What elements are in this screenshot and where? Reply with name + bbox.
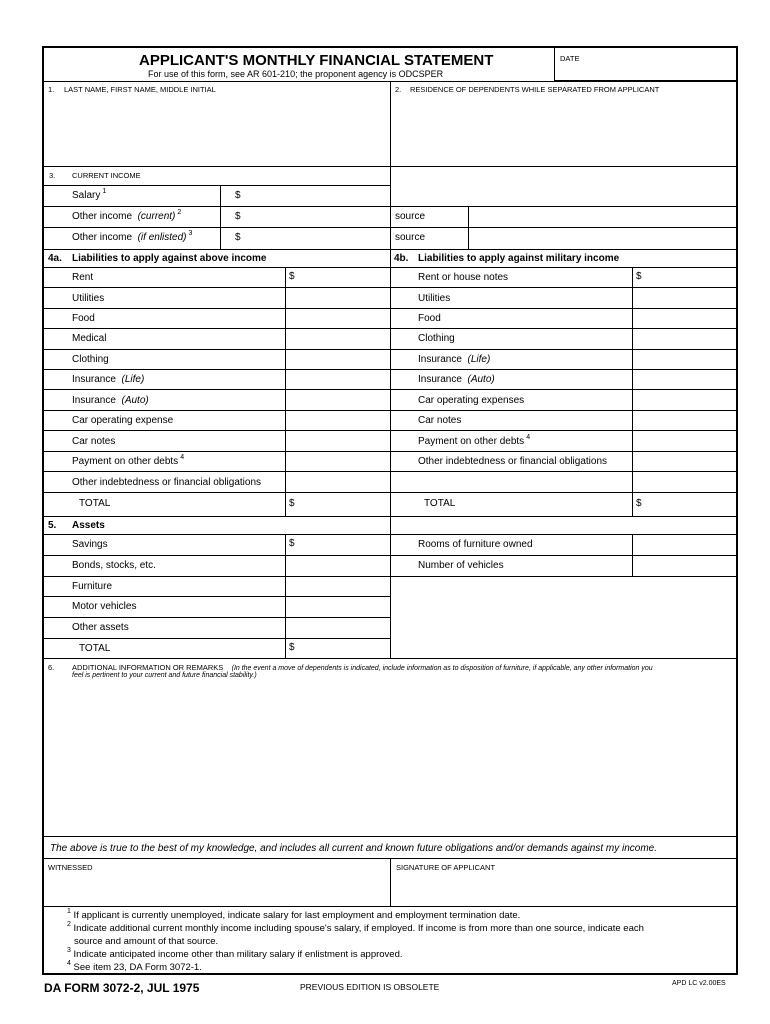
- liability-4b-car-operating: Car operating expenses: [418, 395, 525, 406]
- section5-total-dollar: $: [289, 642, 295, 653]
- other-income-enlisted-dollar: $: [235, 232, 241, 243]
- liability-4a-other-obligations: Other indebtedness or financial obligations: [72, 477, 262, 488]
- number-of-vehicles-label: Number of vehicles: [418, 560, 504, 571]
- section4b-amount-divider: [632, 267, 633, 516]
- liability-4b-clothing: Clothing: [418, 333, 455, 344]
- section4-top-line: [44, 249, 738, 250]
- liability-4b-utilities: Utilities: [418, 293, 451, 304]
- footnote-4: $^4$ See item 23, DA Form 3072-1.: [67, 960, 202, 973]
- liability-4a-car-notes: Car notes: [72, 436, 116, 447]
- other-income-current-dollar: $: [235, 211, 241, 222]
- remarks-instruction: feel is pertinent to your current and future financial stability.): [72, 672, 257, 679]
- liability-4a-other-debts: Payment on other debts $^4$: [72, 454, 185, 467]
- version-label: APD LC v2.00ES: [672, 980, 726, 987]
- asset-motor-vehicles: Motor vehicles: [72, 601, 137, 612]
- section4b-total-field[interactable]: [644, 493, 736, 515]
- section1-number: 1.: [48, 85, 55, 94]
- residence-field[interactable]: [392, 96, 736, 164]
- residence-field-label: RESIDENCE OF DEPENDENTS WHILE SEPARATED FROM APPLICANT: [410, 85, 660, 94]
- edition-notice: PREVIOUS EDITION IS OBSOLETE: [300, 982, 440, 992]
- rooms-of-furniture-label: Rooms of furniture owned: [418, 539, 533, 550]
- liability-4a-insurance-auto: Insurance (Auto): [72, 395, 149, 406]
- date-label: DATE: [560, 54, 580, 63]
- asset-savings: Savings: [72, 539, 108, 550]
- other-income-enlisted-field[interactable]: [244, 228, 388, 247]
- footnotes-top-line: [44, 906, 738, 907]
- other-income-current-label: Other income (current) $^2$: [72, 209, 182, 222]
- financial-statement-form: [42, 46, 738, 975]
- liability-4a-medical: Medical: [72, 333, 107, 344]
- liability-4b-food: Food: [418, 313, 441, 324]
- liability-4b-insurance-life: Insurance (Life): [418, 354, 491, 365]
- header-bottom-line: [44, 81, 738, 82]
- section5-top-line: [44, 516, 738, 517]
- liability-4a-clothing: Clothing: [72, 354, 109, 365]
- form-id: DA FORM 3072-2, JUL 1975: [44, 981, 200, 995]
- section5-title: Assets: [72, 520, 105, 531]
- section4a-dollar-sign: $: [289, 271, 295, 282]
- section4a-number: 4a.: [48, 253, 62, 264]
- liability-4a-rent: Rent: [72, 272, 94, 283]
- section5-right-amount-divider: [632, 534, 633, 576]
- liability-4b-insurance-auto: Insurance (Auto): [418, 374, 495, 385]
- liability-4b-car-notes: Car notes: [418, 415, 462, 426]
- section3-source-divider: [468, 206, 469, 249]
- section3-number: 3.: [49, 171, 56, 180]
- salary-field[interactable]: [244, 186, 388, 205]
- witnessed-field[interactable]: [46, 873, 388, 905]
- liability-4a-insurance-life: Insurance (Life): [72, 374, 145, 385]
- witnessed-label: WITNESSED: [48, 863, 93, 872]
- section4b-number: 4b.: [394, 253, 409, 264]
- section2-number: 2.: [395, 85, 402, 94]
- source-field-current[interactable]: [470, 207, 736, 226]
- applicant-signature-field[interactable]: [392, 873, 736, 905]
- certification-top-line: [44, 836, 738, 837]
- source-field-enlisted[interactable]: [470, 228, 736, 247]
- section3-amount-divider: [220, 185, 221, 249]
- section4b-dollar-sign: $: [636, 271, 642, 282]
- section6-number: 6.: [48, 663, 55, 672]
- section4b-title: Liabilities to apply against military income: [418, 253, 620, 264]
- section4a-total-field[interactable]: [297, 493, 389, 515]
- section5-total-label: TOTAL: [79, 643, 111, 654]
- signature-divider: [390, 858, 391, 906]
- section4a-total-dollar: $: [289, 498, 295, 509]
- name-field[interactable]: [46, 96, 388, 164]
- footnote-2: $^2$ Indicate additional current monthly income including spouse's salary, if employed. If income is from more than one source, indicate each: [67, 921, 644, 934]
- certification-statement: The above is true to the best of my knowledge, and includes all current and known future obligations and/or demands against my income.: [50, 843, 658, 854]
- section1-2-divider: [390, 81, 391, 166]
- section5-amount-fields[interactable]: [287, 535, 389, 657]
- source-label-enlisted: source: [395, 232, 426, 243]
- signature-top-line: [44, 858, 738, 859]
- salary-dollar-sign: $: [235, 190, 241, 201]
- liability-4a-utilities: Utilities: [72, 293, 105, 304]
- section4a-amount-fields[interactable]: [287, 268, 389, 491]
- section4b-total-label: TOTAL: [424, 498, 456, 509]
- applicant-signature-label: SIGNATURE OF APPLICANT: [396, 863, 496, 872]
- footnote-1: $^1$ If applicant is currently unemployed, indicate salary for last employment and employment termination date.: [67, 908, 521, 921]
- section4a-total-label: TOTAL: [79, 498, 111, 509]
- asset-bonds-stocks: Bonds, stocks, etc.: [72, 560, 156, 571]
- asset-furniture: Furniture: [72, 581, 113, 592]
- asset-other: Other assets: [72, 622, 129, 633]
- date-field[interactable]: [555, 62, 738, 80]
- section5-number: 5.: [48, 520, 57, 531]
- liability-4b-rent: Rent or house notes: [418, 272, 509, 283]
- section5-center-divider: [390, 516, 391, 658]
- section4b-row-line: [390, 471, 738, 472]
- remarks-label: ADDITIONAL INFORMATION OR REMARKS (In the event a move of dependents is indicated, include information as to disposition of furniture, if applicable, any other information you: [72, 663, 653, 672]
- section5-dollar-sign: $: [289, 538, 295, 549]
- section4b-amount-fields[interactable]: [634, 268, 736, 471]
- section4a-title: Liabilities to apply against above income: [72, 253, 267, 264]
- liability-4a-food: Food: [72, 313, 95, 324]
- furniture-vehicles-fields[interactable]: [634, 535, 736, 575]
- section3-top-line: [44, 166, 738, 167]
- current-income-label: CURRENT INCOME: [72, 171, 141, 180]
- form-subtitle: For use of this form, see AR 601-210; the proponent agency is ODCSPER: [148, 69, 444, 79]
- footnote-2-continued: source and amount of that source.: [74, 936, 219, 947]
- section4a-amount-divider: [285, 267, 286, 516]
- liability-4a-car-operating: Car operating expense: [72, 415, 174, 426]
- name-field-label: LAST NAME, FIRST NAME, MIDDLE INITIAL: [64, 85, 216, 94]
- section6-top-line: [44, 658, 738, 659]
- liability-4b-other-debts: Payment on other debts $^4$: [418, 434, 531, 447]
- footnote-3: $^3$ Indicate anticipated income other than military salary if enlistment is approved.: [67, 947, 403, 960]
- section3-divider: [390, 166, 391, 249]
- other-income-enlisted-label: Other income (if enlisted) $^3$: [72, 230, 193, 243]
- other-income-current-field[interactable]: [244, 207, 388, 226]
- remarks-field[interactable]: [46, 684, 736, 834]
- section4-center-divider: [390, 249, 391, 516]
- section4-total-line: [44, 492, 738, 493]
- salary-label: Salary $^1$: [72, 188, 107, 201]
- section4b-total-dollar: $: [636, 498, 642, 509]
- section5-row-line: [44, 576, 738, 577]
- source-label-current: source: [395, 211, 426, 222]
- liability-4b-other-obligations: Other indebtedness or financial obligations: [418, 456, 608, 467]
- form-title: APPLICANT'S MONTHLY FINANCIAL STATEMENT: [139, 52, 494, 69]
